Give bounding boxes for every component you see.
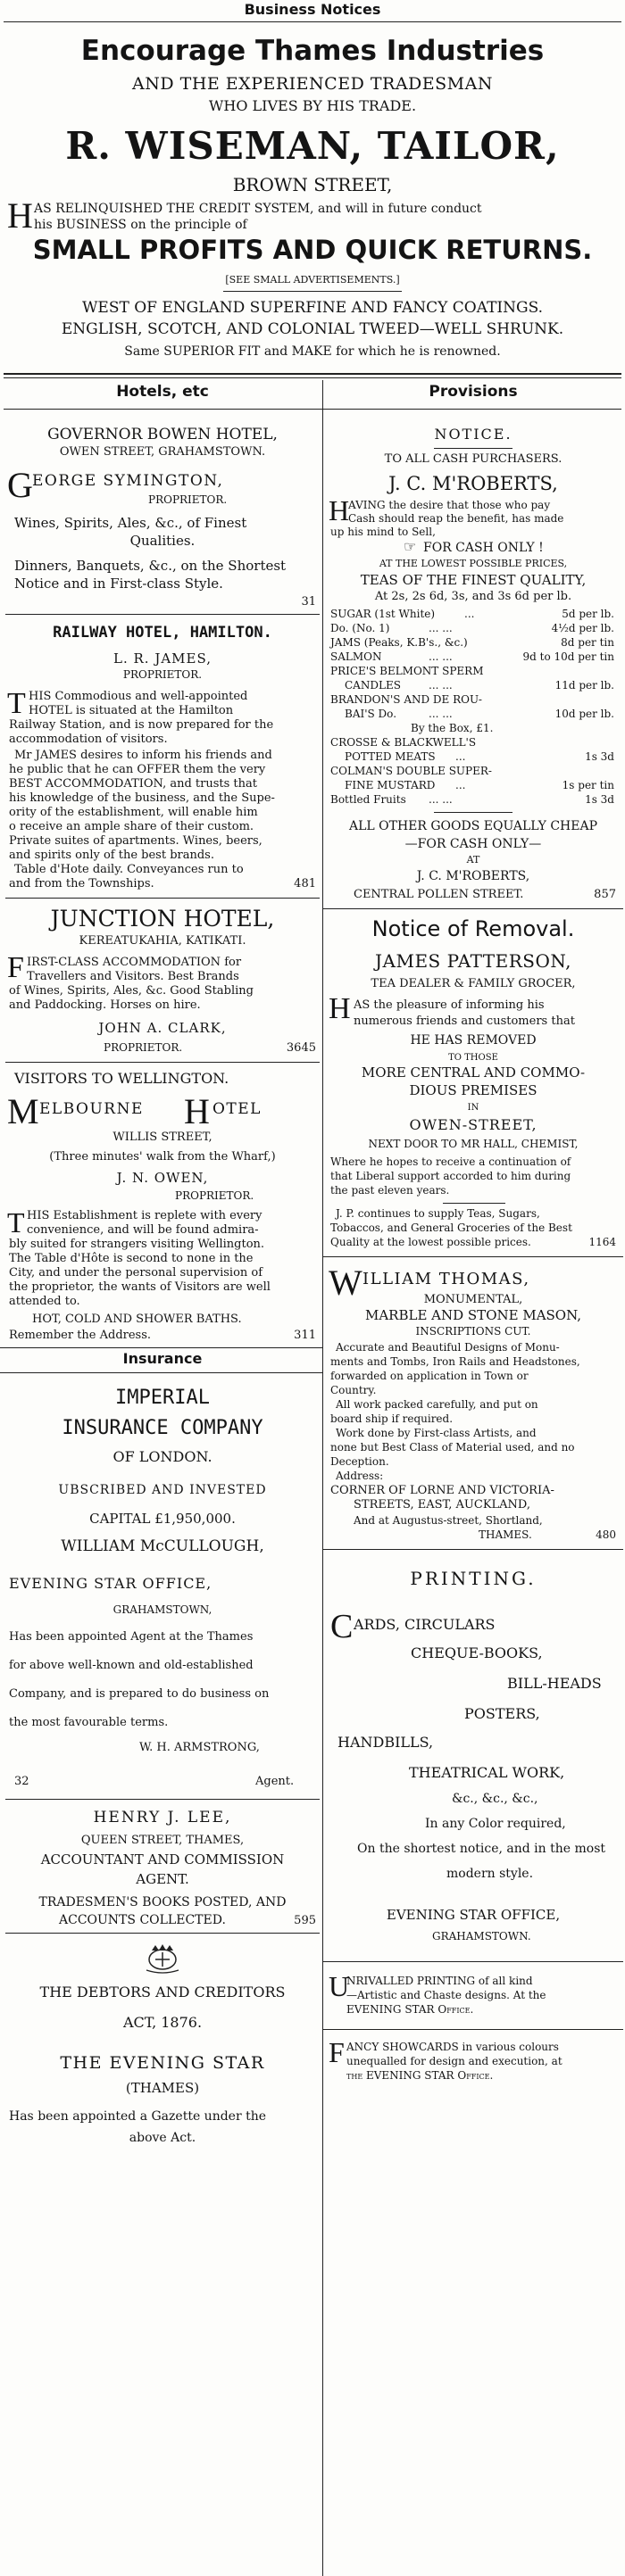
price-item: BRANDON'S AND DE ROU- — [330, 693, 482, 706]
price-item: SALMON — [330, 650, 382, 663]
advert-number: 595 — [294, 1914, 316, 1927]
price-value: 11d per lb. — [554, 679, 614, 692]
advert-address: OWEN STREET, GRAHAMSTOWN. — [59, 445, 266, 459]
proprietor-name: EORGE SYMINGTON, — [32, 472, 224, 490]
print-item: modern style. — [446, 1867, 534, 1881]
price-row — [330, 609, 618, 623]
proprietor-label: PROPRIETOR. — [148, 493, 228, 506]
advert-text: TEAS OF THE FINEST QUALITY, — [360, 572, 587, 588]
price-row — [330, 708, 618, 723]
price-value: 8d per tin — [561, 636, 614, 649]
advert-title: ILLIAM THOMAS, — [362, 1270, 530, 1288]
advert-text: Wines, Spirits, Ales, &c., of Finest — [14, 515, 247, 531]
price-row — [330, 751, 618, 766]
price-value: 10d per lb. — [554, 708, 614, 720]
header-rule — [4, 21, 621, 22]
drop-cap: T — [7, 687, 26, 720]
print-item: THEATRICAL WORK, — [409, 1764, 565, 1781]
advert-title: PRINTING. — [410, 1568, 537, 1589]
office-town: GRAHAMSTOWN, — [112, 1603, 212, 1616]
print-item: In any Color required, — [425, 1817, 566, 1831]
advert-text: convenience, and will be found admira- — [27, 1223, 259, 1237]
advert-title: HENRY J. LEE, — [93, 1809, 232, 1826]
print-item: CHEQUE-BOOKS, — [411, 1644, 543, 1661]
advert-text: numerous friends and customers that — [354, 1015, 575, 1028]
drop-cap: H — [7, 195, 33, 236]
advert-text: unequalled for design and execution, at — [346, 2055, 562, 2067]
lead-goods: ENGLISH, SCOTCH, AND COLONIAL TWEED—WELL SHRUNK. — [61, 320, 564, 338]
advert-text: ments and Tombs, Iron Rails and Headstones, — [330, 1355, 580, 1368]
divider — [323, 1961, 623, 1962]
drop-cap: H — [184, 1091, 210, 1131]
advert-text: Quality at the lowest possible prices. — [330, 1236, 531, 1248]
advert-address: KEREATUKAHIA, KATIKATI. — [79, 934, 246, 948]
price-item: Bottled Fruits — [330, 793, 406, 806]
paper-place: (THAMES) — [125, 2080, 200, 2096]
divider — [5, 1799, 320, 1800]
price-row — [330, 680, 618, 694]
price-row — [330, 737, 618, 751]
proprietor-label: PROPRIETOR. — [122, 668, 203, 681]
advert-text: UBSCRIBED AND INVESTED — [58, 1483, 267, 1497]
advert-text: TO THOSE — [448, 1053, 498, 1063]
advert-text: TRADESMEN'S BOOKS POSTED, AND — [38, 1895, 287, 1909]
advert-text: that Liberal support accorded to him during — [330, 1170, 571, 1182]
advert-text: ACCOUNTANT AND COMMISSION — [40, 1851, 285, 1868]
advert-text: IRST-CLASS ACCOMMODATION for — [27, 956, 242, 969]
right-column — [327, 418, 620, 2576]
advert-text: MORE CENTRAL AND COMMO- — [361, 1064, 586, 1081]
agent-label: Agent. — [255, 1775, 295, 1788]
advert-text: —Artistic and Chaste designs. At the — [346, 1989, 546, 2001]
advert-text: his knowledge of the business, and the Supe- — [9, 791, 275, 805]
divider — [5, 898, 320, 899]
price-row — [330, 651, 618, 666]
advert-address: CORNER OF LORNE AND VICTORIA- — [330, 1484, 554, 1497]
divider — [323, 2029, 623, 2030]
advert-subtitle: MONUMENTAL, — [423, 1293, 523, 1306]
advert-text: o receive an ample share of their custom. — [9, 820, 254, 833]
advert-text: Cash should reap the benefit, has made — [348, 512, 564, 525]
advert-text: NEXT DOOR TO MR HALL, CHEMIST, — [368, 1138, 579, 1150]
advert-title: Notice of Removal. — [371, 916, 575, 941]
lead-text: AS RELINQUISHED THE CREDIT SYSTEM, and will in future conduct — [34, 202, 482, 216]
advert-text: —FOR CASH ONLY— — [404, 837, 542, 851]
advert-text: BEST ACCOMMODATION, and trusts that — [9, 777, 258, 791]
divider — [0, 1372, 323, 1373]
advert-text: Private suites of apartments. Wines, beers, — [9, 834, 262, 848]
drop-cap: G — [7, 465, 33, 505]
divider — [5, 1933, 320, 1934]
hotels-heading: Hotels, etc — [116, 383, 209, 401]
advert-text: Accurate and Beautiful Designs of Monu- — [336, 1341, 560, 1354]
advert-text: ACCOUNTS COLLECTED. — [59, 1913, 226, 1927]
insurance-heading: Insurance — [122, 1350, 203, 1367]
advert-text: Has been appointed Agent at the Thames — [9, 1630, 254, 1644]
signature: W. H. ARMSTRONG, — [139, 1741, 260, 1754]
advert-text: HE HAS REMOVED — [410, 1033, 537, 1048]
lead-rule — [4, 373, 621, 375]
price-value: 1s per tin — [562, 779, 614, 791]
advert-number: 480 — [596, 1528, 616, 1541]
advert-text: HIS Establishment is replete with every — [27, 1209, 262, 1222]
section-title: Business Notices — [244, 1, 381, 18]
price-item: JAMS (Peaks, K.B's., &c.) — [330, 636, 468, 649]
price-value: 1s 3d — [585, 793, 614, 806]
divider — [5, 614, 320, 615]
advert-title: NOTICE. — [434, 426, 512, 443]
office-name: EVENING STAR OFFICE, — [9, 1575, 212, 1592]
divider — [5, 1062, 320, 1063]
advert-number: 1164 — [588, 1236, 616, 1248]
provisions-heading: Provisions — [429, 383, 518, 401]
drop-cap: F — [329, 2036, 345, 2068]
proprietor-name: L. R. JAMES, — [113, 650, 212, 667]
tailor-name: R. WISEMAN, TAILOR, — [65, 124, 560, 168]
advert-title: RAILWAY HOTEL, HAMILTON. — [53, 624, 272, 642]
advert-text: AT THE LOWEST POSSIBLE PRICES, — [379, 558, 568, 569]
advert-text: Tobaccos, and General Groceries of the Best — [330, 1222, 572, 1234]
advert-text: the most favourable terms. — [9, 1716, 169, 1729]
print-item: HANDBILLS, — [338, 1734, 434, 1751]
advert-text: The Table d'Hôte is second to none in the — [9, 1252, 254, 1265]
advert-text: Where he hopes to receive a continuation of — [330, 1155, 571, 1168]
print-item: &c., &c., &c., — [452, 1792, 538, 1806]
price-item: SUGAR (1st White) — [330, 608, 436, 620]
price-row — [330, 694, 618, 708]
lead-text: his BUSINESS on the principle of — [34, 218, 247, 232]
advert-text: CAPITAL £1,950,000. — [89, 1511, 236, 1527]
lead-motto: SMALL PROFITS AND QUICK RETURNS. — [32, 235, 593, 265]
advert-text: HOTEL is situated at the Hamilton — [29, 704, 234, 717]
advert-address: And at Augustus-street, Shortland, — [354, 1514, 543, 1527]
advert-subtitle: TEA DEALER & FAMILY GROCER, — [371, 977, 576, 990]
price-item: CROSSE & BLACKWELL'S — [330, 736, 477, 749]
proprietor-name: J. N. OWEN, — [116, 1170, 209, 1186]
drop-cap: H — [329, 992, 351, 1025]
advert-address: CENTRAL POLLEN STREET. — [354, 888, 524, 901]
heading-rule — [4, 409, 621, 410]
advert-text: and spirits only of the best brands. — [9, 849, 214, 862]
advert-number: 31 — [301, 595, 316, 609]
price-value: 4½d per lb. — [551, 622, 614, 634]
advert-text: Company, and is prepared to do business on — [9, 1687, 270, 1701]
advert-text: Country. — [330, 1384, 377, 1396]
advert-text: Has been appointed a Gazette under the — [9, 2109, 267, 2124]
advert-text: accommodation of visitors. — [9, 733, 168, 746]
office-town: GRAHAMSTOWN. — [432, 1930, 531, 1942]
advert-text: Travellers and Visitors. Best Brands — [27, 970, 239, 983]
advert-title: OTEL — [212, 1100, 262, 1118]
crest-icon — [145, 1943, 180, 1974]
lead-rule — [4, 377, 621, 378]
advert-text: and from the Townships. — [9, 877, 154, 890]
advert-address: STREETS, EAST, AUCKLAND, — [354, 1498, 531, 1512]
advert-title: THE DEBTORS AND CREDITORS — [39, 1984, 286, 2000]
advert-address: QUEEN STREET, THAMES, — [80, 1834, 245, 1847]
leader-dots: ... — [455, 779, 466, 791]
price-row — [330, 780, 618, 794]
advert-text: and Paddocking. Horses on hire. — [9, 998, 201, 1012]
price-row — [330, 623, 618, 637]
office-name: EVENING STAR OFFICE, — [386, 1907, 561, 1923]
advert-text: none but Best Class of Material used, and no — [330, 1441, 575, 1454]
leader-dots: ... ... — [429, 650, 453, 663]
print-item: ARDS, CIRCULARS — [354, 1616, 496, 1633]
price-value: 9d to 10d per tin — [522, 650, 614, 663]
drop-cap: H — [329, 494, 350, 526]
price-row — [330, 637, 618, 651]
lead-headline: Encourage Thames Industries — [80, 35, 545, 67]
price-row — [330, 794, 618, 808]
advert-subtitle: TO ALL CASH PURCHASERS. — [384, 452, 562, 466]
advert-title: INSURANCE COMPANY — [62, 1417, 263, 1439]
grocer-signature: J. C. M'ROBERTS, — [416, 869, 530, 883]
advert-text: AS the pleasure of informing his — [354, 998, 545, 1012]
advert-text: board ship if required. — [330, 1412, 454, 1425]
advert-text: attended to. — [9, 1295, 80, 1308]
advert-text: Dinners, Banquets, &c., on the Shortest — [14, 558, 287, 574]
drop-cap: C — [330, 1608, 354, 1645]
divider — [323, 1549, 623, 1550]
advert-text: (Three minutes' walk from the Wharf,) — [49, 1150, 276, 1164]
advert-text: HOT, COLD AND SHOWER BATHS. — [32, 1313, 242, 1326]
advert-title: VISITORS TO WELLINGTON. — [14, 1070, 229, 1087]
advert-subtitle: MARBLE AND STONE MASON, — [364, 1307, 582, 1323]
leader-dots: ... — [455, 750, 466, 763]
advert-text: At 2s, 2s 6d, 3s, and 3s 6d per lb. — [374, 590, 572, 603]
advert-text: he public that he can OFFER them the very — [9, 763, 266, 776]
proprietor-name: JOHN A. CLARK, — [98, 1020, 227, 1036]
price-item: FINE MUSTARD — [345, 779, 436, 791]
advert-text: OWEN-STREET, — [409, 1116, 538, 1133]
price-item: BAI'S Do. — [345, 708, 397, 720]
advert-text: DIOUS PREMISES — [409, 1082, 538, 1098]
advert-text: Deception. — [330, 1455, 389, 1468]
advert-text: Work done by First-class Artists, and — [336, 1427, 537, 1439]
advert-text: for above well-known and old-established — [9, 1659, 254, 1672]
divider — [323, 1256, 623, 1257]
advert-number: 857 — [594, 888, 616, 901]
print-item: BILL-HEADS — [507, 1675, 602, 1692]
lead-subline-2: WHO LIVES BY HIS TRADE. — [208, 97, 417, 114]
advert-text: bly suited for strangers visiting Wellington. — [9, 1238, 265, 1251]
proprietor-label: PROPRIETOR. — [104, 1041, 183, 1054]
price-item: CANDLES — [345, 679, 401, 692]
column-rule — [322, 380, 323, 2576]
advert-text: AVING the desire that those who pay — [348, 499, 551, 511]
advert-text: HIS Commodious and well-appointed — [29, 690, 248, 703]
advert-address: THAMES. — [479, 1528, 532, 1541]
hand-icon: ☞ — [404, 538, 417, 555]
advert-number: 481 — [294, 877, 316, 890]
price-row — [330, 666, 618, 680]
advert-address: WILLIS STREET, — [112, 1131, 212, 1144]
price-item: PRICE'S BELMONT SPERM — [330, 665, 484, 677]
left-column — [5, 418, 320, 2576]
advert-text: City, and under the personal supervision of — [9, 1266, 263, 1280]
advert-title: IMPERIAL — [115, 1387, 210, 1409]
advert-text: AT — [466, 854, 480, 866]
advert-number: 32 — [14, 1775, 29, 1788]
advert-text: the proprietor, the wants of Visitors are well — [9, 1280, 271, 1294]
lead-goods: WEST OF ENGLAND SUPERFINE AND FANCY COATINGS. — [81, 299, 544, 317]
advert-number: 311 — [294, 1329, 316, 1342]
advert-text: ANCY SHOWCARDS in various colours — [346, 2041, 559, 2053]
price-item: By the Box, £1. — [411, 722, 494, 734]
advert-text: NRIVALLED PRINTING of all kind — [346, 1975, 533, 1987]
advert-text: the EVENING STAR Office. — [346, 2069, 494, 2082]
advert-text: All work packed carefully, and put on — [336, 1398, 538, 1411]
proprietor-label: PROPRIETOR. — [175, 1189, 254, 1202]
advert-text: FOR CASH ONLY ! — [423, 541, 544, 555]
grocer-name: JAMES PATTERSON, — [375, 950, 571, 972]
leader-dots: ... ... — [429, 708, 453, 720]
advert-text: ority of the establishment, will enable him — [9, 806, 258, 819]
advert-title: ACT, 1876. — [122, 2014, 203, 2031]
divider — [323, 908, 623, 909]
advert-title: GOVERNOR BOWEN HOTEL, — [47, 426, 278, 443]
advert-text: forwarded on application in Town or — [330, 1370, 529, 1382]
divider — [434, 812, 512, 813]
agent-name: WILLIAM McCULLOUGH, — [61, 1537, 264, 1555]
grocer-name: J. C. M'ROBERTS, — [388, 473, 558, 494]
advert-text: above Act. — [129, 2131, 196, 2145]
advert-text: AGENT. — [136, 1871, 189, 1887]
lead-subline: AND THE EXPERIENCED TRADESMAN — [132, 74, 493, 94]
leader-dots: ... ... — [429, 793, 453, 806]
tailor-street: BROWN STREET, — [232, 174, 393, 195]
print-item: POSTERS, — [464, 1705, 540, 1722]
divider — [223, 291, 402, 292]
drop-cap: T — [7, 1206, 25, 1238]
price-item: POTTED MEATS — [345, 750, 436, 763]
drop-cap: W — [329, 1263, 362, 1303]
advert-number: 3645 — [286, 1041, 316, 1055]
advert-text: the past eleven years. — [330, 1184, 450, 1197]
price-row — [330, 766, 618, 780]
advert-text: Mr JAMES desires to inform his friends and — [14, 749, 272, 762]
lead-note: [SEE SMALL ADVERTISEMENTS.] — [225, 274, 400, 286]
lead-footer: Same SUPERIOR FIT and MAKE for which he is renowned. — [124, 344, 501, 359]
price-value: 1s 3d — [585, 750, 614, 763]
leader-dots: ... ... — [429, 679, 453, 692]
advert-text: Table d'Hote daily. Conveyances run to — [14, 863, 244, 876]
price-value: 5d per lb. — [562, 608, 614, 620]
advert-text: Address: — [336, 1470, 384, 1482]
divider — [443, 1203, 505, 1204]
advert-subtitle: INSCRIPTIONS CUT. — [415, 1325, 531, 1338]
leader-dots: ... ... — [429, 622, 453, 634]
advert-text: Notice and in First-class Style. — [14, 576, 223, 592]
drop-cap: F — [7, 951, 24, 984]
advert-text: Railway Station, and is now prepared for the — [9, 718, 274, 732]
advert-text: EVENING STAR Office. — [346, 2003, 474, 2016]
divider — [434, 448, 512, 449]
drop-cap: U — [329, 1970, 350, 2002]
price-item: Do. (No. 1) — [330, 622, 390, 634]
price-row — [330, 723, 618, 737]
advert-text: J. P. continues to supply Teas, Sugars, — [336, 1207, 540, 1220]
advert-title: ELBOURNE — [39, 1100, 144, 1118]
advert-text: Qualities. — [129, 533, 196, 549]
price-item: COLMAN'S DOUBLE SUPER- — [330, 765, 492, 777]
advert-text: up his mind to Sell, — [330, 526, 436, 538]
advert-text: Remember the Address. — [9, 1329, 152, 1342]
advert-title: JUNCTION HOTEL, — [50, 906, 275, 932]
print-item: On the shortest notice, and in the most — [357, 1842, 606, 1856]
leader-dots: ... — [464, 608, 475, 620]
drop-cap: M — [7, 1091, 39, 1131]
divider — [0, 1347, 323, 1348]
advert-text: ALL OTHER GOODS EQUALLY CHEAP — [348, 819, 598, 833]
paper-name: THE EVENING STAR — [60, 2053, 265, 2073]
advert-text: of Wines, Spirits, Ales, &c. Good Stabling — [9, 984, 254, 998]
advert-subtitle: OF LONDON. — [112, 1448, 212, 1465]
advert-text: IN — [467, 1103, 479, 1113]
